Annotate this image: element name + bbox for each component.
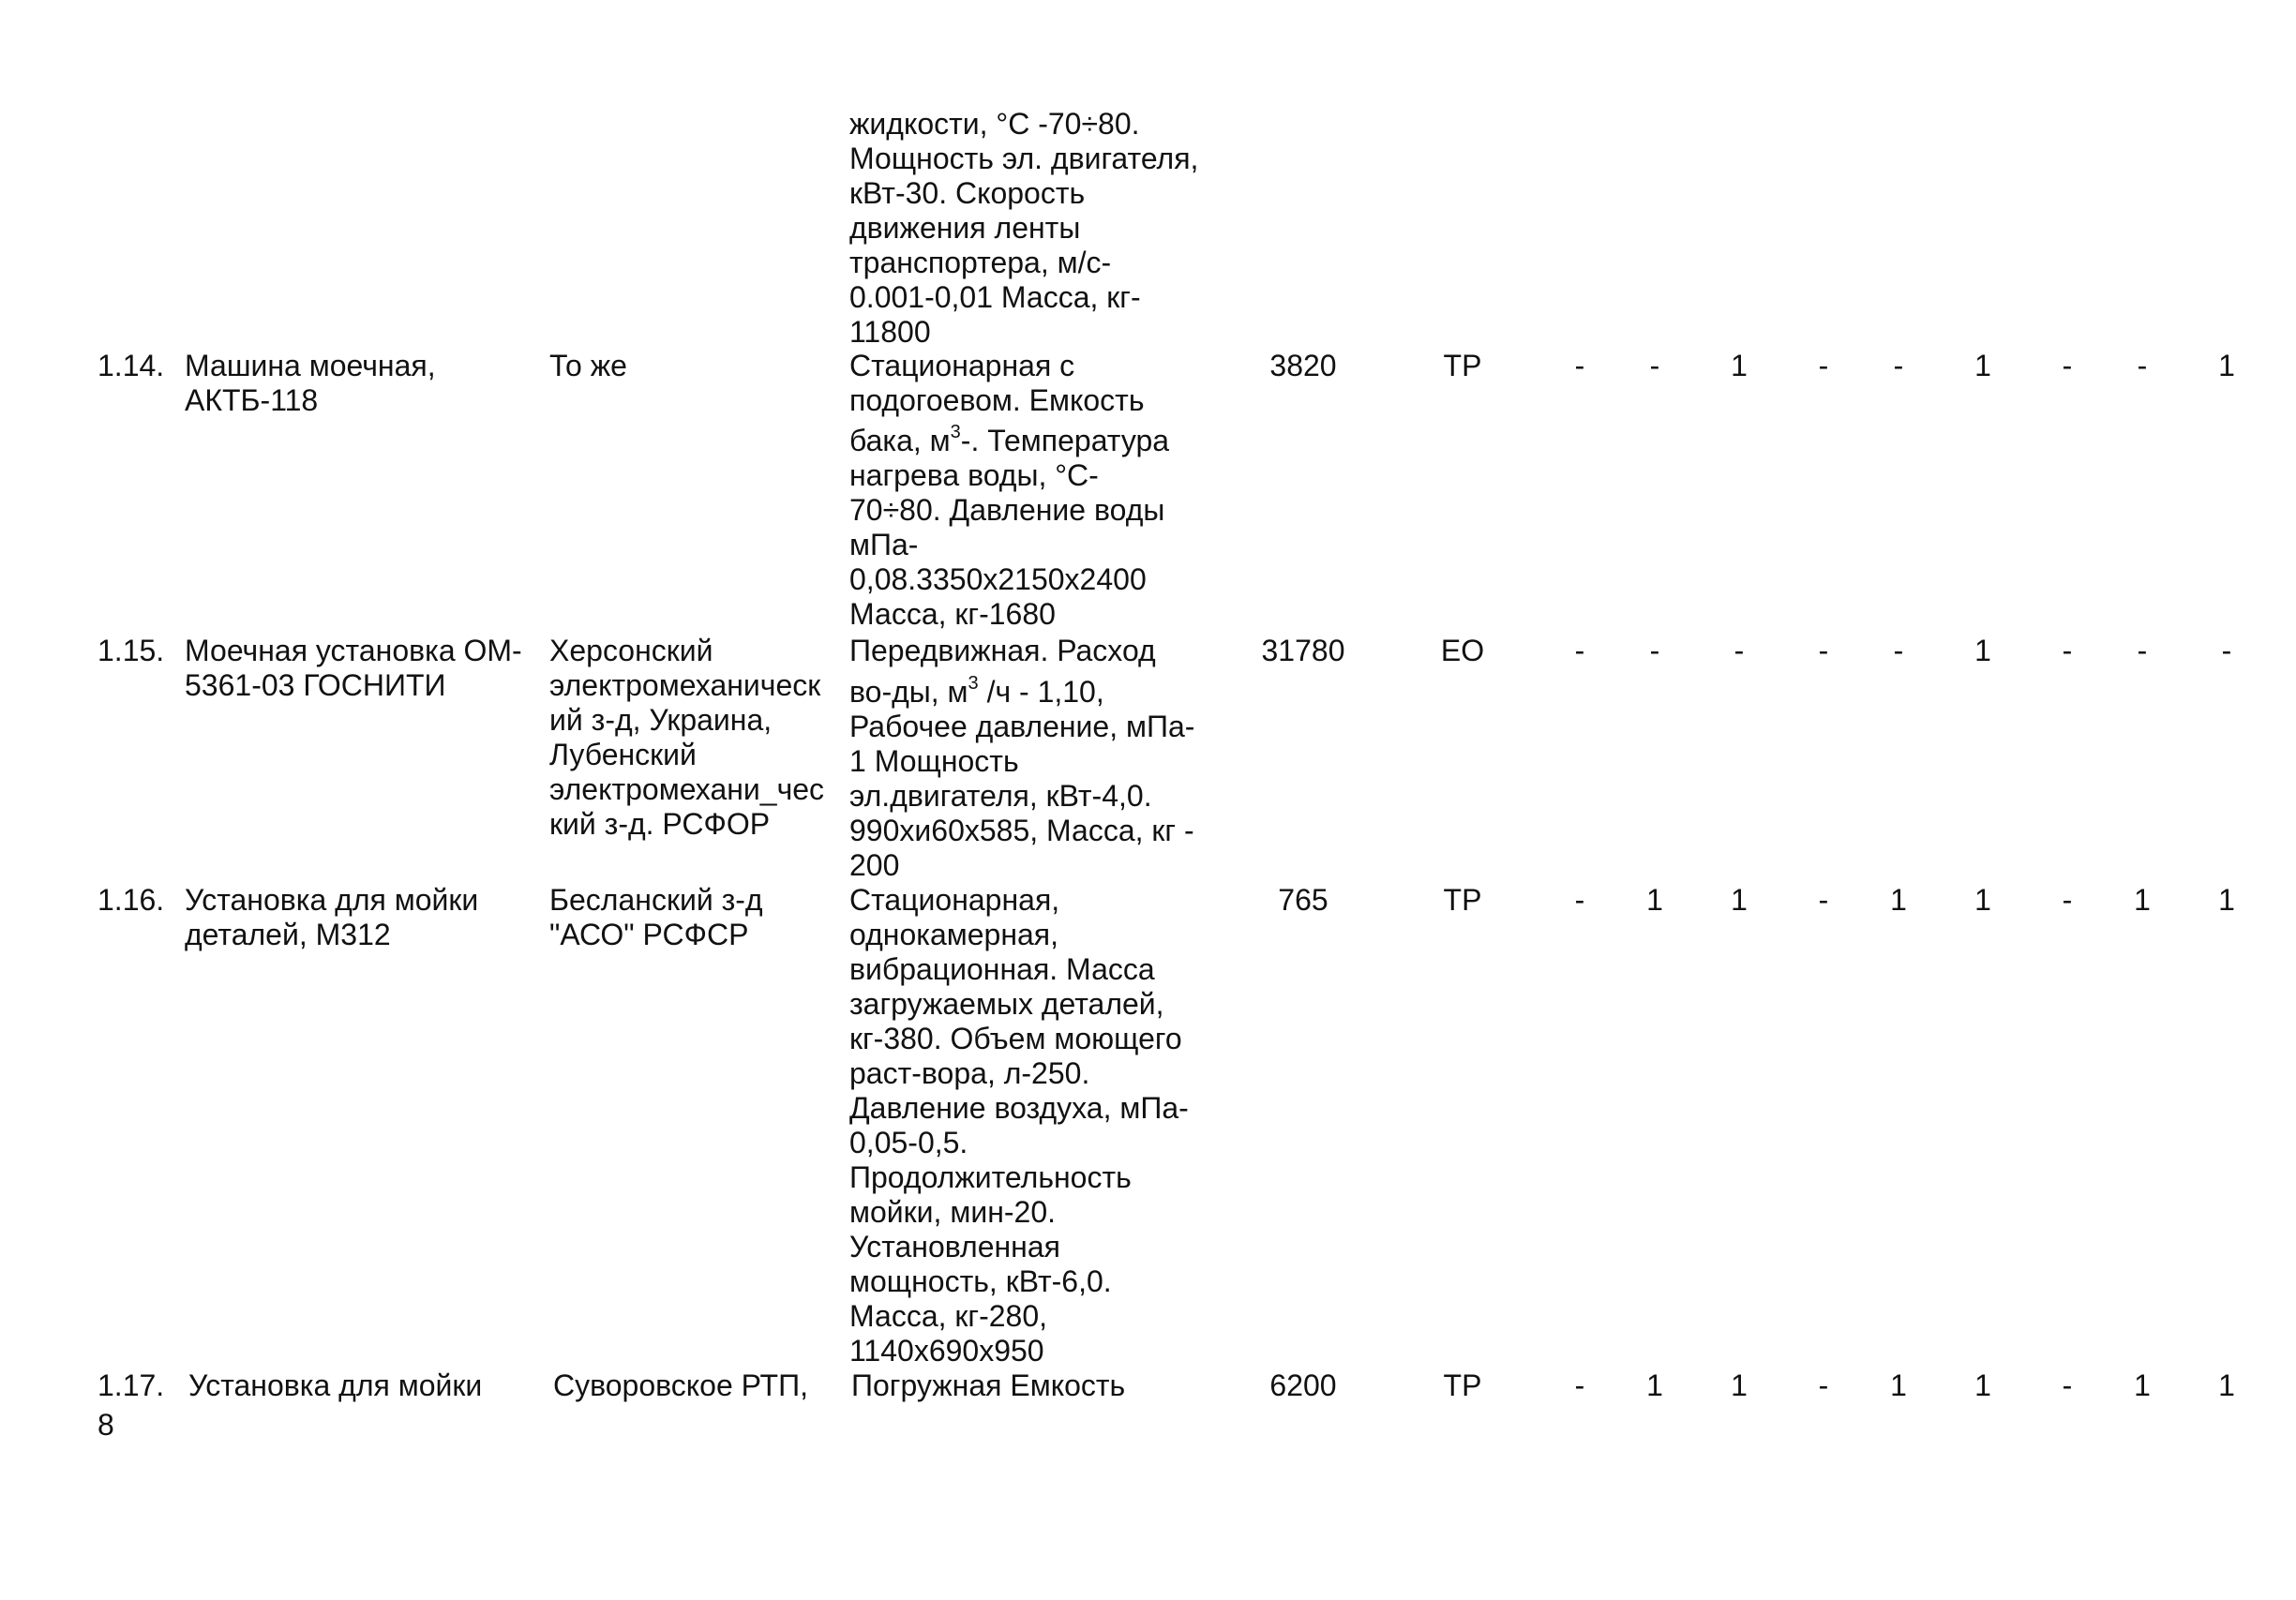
row-number: 1.15. bbox=[98, 634, 165, 667]
price: 3820 bbox=[1269, 349, 1337, 382]
row-number: 1.17. bbox=[98, 1368, 165, 1402]
count-col-8: 1 bbox=[2134, 883, 2151, 917]
count-col-7: - bbox=[2062, 1368, 2073, 1402]
equipment-name: АКТБ-118 bbox=[185, 383, 319, 417]
count-col-5: - bbox=[1893, 349, 1904, 382]
description-line: бака, $м^3-$. Температура bbox=[849, 422, 1170, 457]
count-col-6: 1 bbox=[1974, 349, 1991, 382]
manufacturer: Херсонский bbox=[549, 634, 713, 667]
manufacturer: электромеханическ bbox=[549, 668, 821, 702]
description-line: мощность, кВт-6,0. bbox=[849, 1264, 1112, 1298]
count-col-2: - bbox=[1649, 634, 1660, 667]
text-line: кВт-30. Скорость bbox=[849, 176, 1086, 210]
description-line: во-ды, $м^3$ /ч - 1,10, bbox=[849, 673, 1104, 709]
count-col-7: - bbox=[2062, 349, 2073, 382]
maintenance-type: ТР bbox=[1443, 883, 1482, 917]
manufacturer: Бесланский з-д bbox=[549, 883, 763, 917]
description-line: нагрева воды, °С- bbox=[849, 458, 1099, 492]
count-col-3: 1 bbox=[1731, 1368, 1748, 1402]
count-col-5: 1 bbox=[1890, 1368, 1907, 1402]
description-line: 0,08.3350х2150х2400 bbox=[849, 562, 1147, 596]
count-col-9: - bbox=[2221, 634, 2232, 667]
count-col-1: - bbox=[1574, 349, 1585, 382]
maintenance-type: ТР bbox=[1443, 349, 1482, 382]
manufacturer: кий з-д. РСФОР bbox=[549, 807, 771, 841]
equipment-name: Моечная установка ОМ- bbox=[185, 634, 522, 667]
description-line: вибрационная. Масса bbox=[849, 952, 1155, 986]
count-col-4: - bbox=[1818, 634, 1829, 667]
price: 31780 bbox=[1261, 634, 1345, 667]
description-line: раст-вора, л-250. bbox=[849, 1056, 1090, 1090]
row-number: 1.14. bbox=[98, 349, 165, 382]
manufacturer: Суворовское РТП, bbox=[553, 1368, 808, 1402]
description-line: загружаемых деталей, bbox=[849, 987, 1164, 1021]
description-line: Рабочее давление, мПа- bbox=[849, 710, 1195, 743]
description-line: эл.двигателя, кВт-4,0. bbox=[849, 779, 1152, 813]
description-line: подогоевом. Емкость bbox=[849, 383, 1145, 417]
description-line: Установленная bbox=[849, 1230, 1060, 1264]
count-col-2: 1 bbox=[1646, 883, 1663, 917]
maintenance-type: ЕО bbox=[1440, 634, 1485, 667]
maintenance-type: ТР bbox=[1443, 1368, 1482, 1402]
count-col-6: 1 bbox=[1974, 1368, 1991, 1402]
count-col-7: - bbox=[2062, 634, 2073, 667]
count-col-5: 1 bbox=[1890, 883, 1907, 917]
equipment-name: 5361-03 ГОСНИТИ bbox=[185, 668, 446, 702]
description-line: Продолжительность bbox=[849, 1160, 1132, 1194]
count-col-6: 1 bbox=[1974, 883, 1991, 917]
count-col-8: - bbox=[2137, 349, 2148, 382]
count-col-3: 1 bbox=[1731, 883, 1748, 917]
description-line: Давление воздуха, мПа- bbox=[849, 1091, 1189, 1125]
count-col-9: 1 bbox=[2218, 1368, 2235, 1402]
description-line: 70÷80. Давление воды bbox=[849, 493, 1165, 527]
manufacturer: "АСО" РСФСР bbox=[549, 918, 749, 951]
description-line: однокамерная, bbox=[849, 918, 1059, 951]
count-col-2: 1 bbox=[1646, 1368, 1663, 1402]
equipment-name: Установка для мойки bbox=[185, 883, 479, 917]
description-line: 1 Мощность bbox=[849, 744, 1019, 778]
text-line: 0.001-0,01 Масса, кг- bbox=[849, 280, 1141, 314]
count-col-3: 1 bbox=[1731, 349, 1748, 382]
count-col-1: - bbox=[1574, 1368, 1585, 1402]
count-col-1: - bbox=[1574, 634, 1585, 667]
equipment-name: деталей, М312 bbox=[185, 918, 391, 951]
count-col-9: 1 bbox=[2218, 883, 2235, 917]
count-col-5: - bbox=[1893, 634, 1904, 667]
price: 6200 bbox=[1269, 1368, 1337, 1402]
row-number: 1.16. bbox=[98, 883, 165, 917]
description-line: 990хи60х585, Масса, кг - bbox=[849, 814, 1194, 847]
count-col-1: - bbox=[1574, 883, 1585, 917]
count-col-6: 1 bbox=[1974, 634, 1991, 667]
description-line: мПа- bbox=[849, 528, 919, 561]
description-line: Масса, кг-280, bbox=[849, 1299, 1047, 1333]
description-line: Передвижная. Расход bbox=[849, 634, 1156, 667]
description-line: Стационарная, bbox=[849, 883, 1060, 917]
manufacturer: Лубенский bbox=[549, 738, 697, 771]
description-line: 200 bbox=[849, 848, 900, 882]
manufacturer: ий з-д, Украина, bbox=[549, 703, 773, 737]
description-line: Погружная Емкость bbox=[851, 1368, 1126, 1402]
description-line: Стационарная с bbox=[849, 349, 1075, 382]
manufacturer: То же bbox=[549, 349, 627, 382]
text-line: транспортера, м/с- bbox=[849, 246, 1112, 279]
text-line: 11800 bbox=[849, 315, 931, 349]
description-line: мойки, мин-20. bbox=[849, 1195, 1057, 1229]
count-col-4: - bbox=[1818, 883, 1829, 917]
description-line: 1140х690х950 bbox=[849, 1334, 1044, 1368]
manufacturer: электромехани_чес bbox=[549, 772, 825, 806]
equipment-name: Установка для мойки bbox=[188, 1368, 483, 1402]
count-col-8: 1 bbox=[2134, 1368, 2151, 1402]
count-col-3: - bbox=[1733, 634, 1745, 667]
count-col-4: - bbox=[1818, 349, 1829, 382]
description-line: Масса, кг-1680 bbox=[849, 597, 1056, 631]
text-line: движения ленты bbox=[849, 211, 1081, 245]
count-col-9: 1 bbox=[2218, 349, 2235, 382]
equipment-name: Машина моечная, bbox=[185, 349, 436, 382]
price: 765 bbox=[1278, 883, 1328, 917]
description-line: кг-380. Объем моющего bbox=[849, 1022, 1182, 1055]
text-line: Мощность эл. двигателя, bbox=[849, 142, 1199, 175]
description-line: 0,05-0,5. bbox=[849, 1126, 968, 1159]
count-col-4: - bbox=[1818, 1368, 1829, 1402]
count-col-2: - bbox=[1649, 349, 1660, 382]
count-col-7: - bbox=[2062, 883, 2073, 917]
page-number: 8 bbox=[98, 1408, 114, 1442]
count-col-8: - bbox=[2137, 634, 2148, 667]
text-line: жидкости, °С -70÷80. bbox=[849, 107, 1140, 141]
